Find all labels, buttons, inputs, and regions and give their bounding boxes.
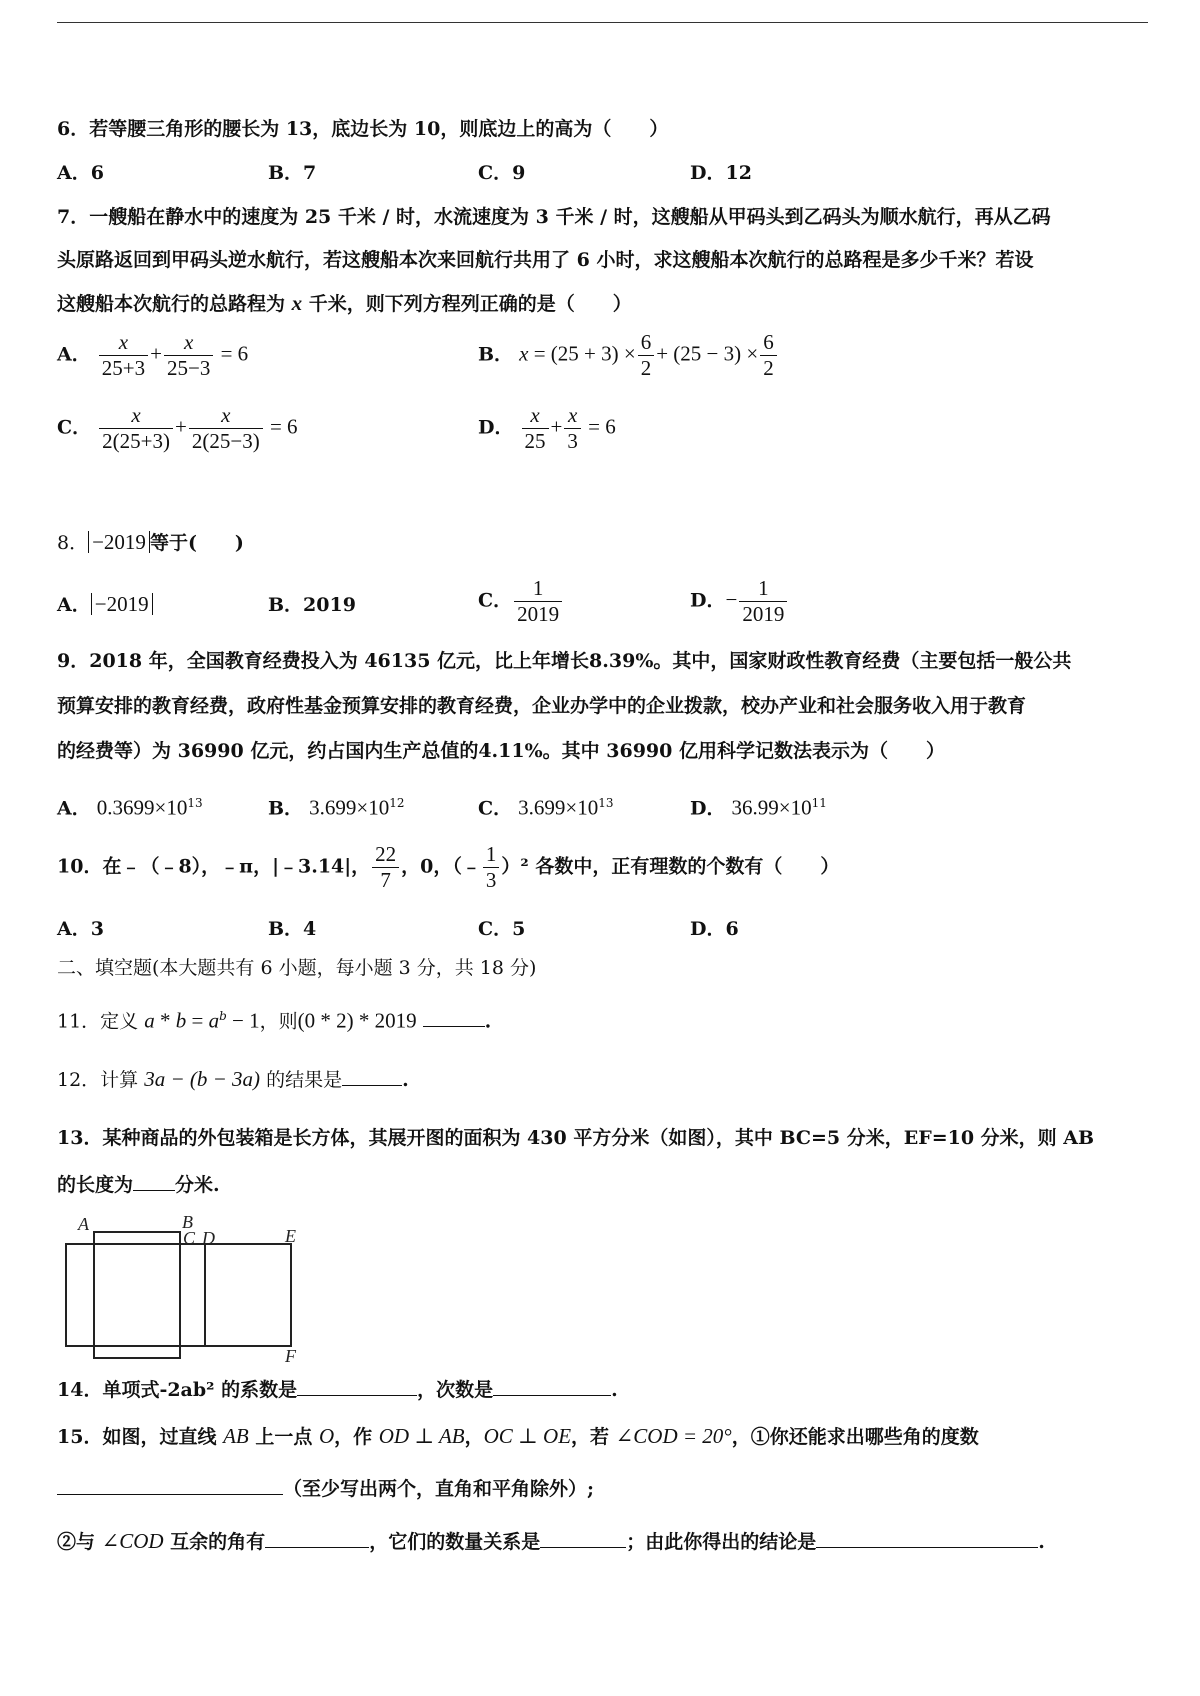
q9-line-1: 9．2018 年，全国教育经费投入为 46135 亿元，比上年增长8.39%。其中，国家财政性教育经费（主要包括一般公共	[57, 650, 1072, 672]
q11-stem: 11．定义 $a * b = a^b - 1$，则(0 * 2) * 2019 .	[57, 1008, 492, 1033]
header-rule	[57, 22, 1148, 23]
q6-option-b: B．7	[268, 162, 317, 184]
fig-label-c: C	[183, 1228, 196, 1248]
q8-option-d: D．− $\frac{1}{2019}$	[690, 576, 789, 627]
q10-stem: 10．在﹣（﹣8），﹣π，|﹣3.14|， $\frac{22}{7}$ ，0，（﹣ $\frac{1}{3}$ ）² 各数中，正有理数的个数有（ ）	[57, 842, 840, 892]
q15-conclusion-blank[interactable]	[816, 1527, 1038, 1548]
net-face-top-bottom	[94, 1232, 180, 1358]
q15-complement-blank[interactable]	[265, 1527, 369, 1548]
q7-option-d: D． $\frac{x}{25}$ + $\frac{x}{3}$ = 6	[478, 403, 616, 453]
q10-option-d: D．6	[690, 918, 739, 940]
q15-line-2: （至少写出两个，直角和平角除外）;	[57, 1474, 594, 1502]
q8-option-b: B．2019	[268, 594, 356, 616]
q14-coefficient-blank[interactable]	[297, 1375, 417, 1396]
q11-answer-blank[interactable]	[423, 1006, 485, 1027]
fig-label-b: B	[182, 1212, 193, 1232]
fig-label-f: F	[285, 1346, 296, 1362]
q10-option-c: C．5	[478, 918, 526, 940]
q15-line-1: 15．如图，过直线 AB 上一点 O，作 OD ⊥ AB，OC ⊥ OE，若 ∠COD = 20°，①你还能求出哪些角的度数	[57, 1424, 979, 1448]
q8-option-c: C． $\frac{1}{2019}$	[478, 576, 564, 627]
q12-stem: 12．计算 3a − (b − 3a) 的结果是 .	[57, 1067, 409, 1091]
q6-option-a: A．6	[57, 162, 104, 184]
q9-option-b: B． $3.699\times 10^{12}$	[268, 795, 405, 820]
section-2-heading: 二、填空题(本大题共有 6 小题，每小题 3 分，共 18 分)	[57, 957, 537, 979]
q7-option-a: A． $\frac{x}{25+3}$ + $\frac{x}{25-3}$ = 6	[57, 330, 249, 380]
q10-option-a: A．3	[57, 918, 104, 940]
q7-line-2: 头原路返回到甲码头逆水航行，若这艘船本次来回航行共用了 6 小时，求这艘船本次航行的总路程是多少千米？若设	[57, 249, 1034, 271]
q9-line-3: 的经费等）为 36990 亿元，约占国内生产总值的4.11%。其中 36990 亿用科学记数法表示为（ ）	[57, 740, 945, 762]
fig-label-e: E	[285, 1226, 296, 1246]
q14-stem: 14．单项式-2ab² 的系数是 ，次数是 .	[57, 1375, 618, 1403]
q8-option-a: A． −2019	[57, 592, 153, 618]
q7-line-1: 7．一艘船在静水中的速度为 25 千米 / 时，水流速度为 3 千米 / 时，这艘船从甲码头到乙码头为顺水航行，再从乙码	[57, 206, 1051, 228]
q15-angles-blank[interactable]	[57, 1474, 283, 1495]
q8-stem: 8． −2019 等于( )	[57, 530, 244, 554]
q6-option-d: D．12	[690, 162, 752, 184]
q10-option-b: B．4	[268, 918, 317, 940]
q9-line-2: 预算安排的教育经费，政府性基金预算安排的教育经费，企业办学中的企业拨款，校办产业和社会服务收入用于教育	[57, 695, 1027, 717]
q15-relation-blank[interactable]	[540, 1527, 626, 1548]
q12-answer-blank[interactable]	[342, 1065, 402, 1086]
q7-option-b: B． x = (25 + 3) × $\frac{6}{2}$ + (25 − 3) × $\frac{6}{2}$	[478, 330, 779, 381]
net-face-strip	[66, 1244, 291, 1346]
box-net-figure	[60, 1212, 310, 1362]
q13-line-1: 13．某种商品的外包装箱是长方体，其展开图的面积为 430 平方分米（如图），其中 BC=5 分米，EF=10 分米，则 AB	[57, 1127, 1095, 1149]
q7-option-c: C． $\frac{x}{2(25+3)}$ + $\frac{x}{2(25-3)}$ = 6	[57, 403, 298, 453]
q7-line-3: 这艘船本次航行的总路程为 x 千米，则下列方程列正确的是（ ）	[57, 291, 632, 315]
q9-option-c: C． $3.699\times 10^{13}$	[478, 795, 614, 820]
q14-degree-blank[interactable]	[493, 1375, 611, 1396]
q15-line-3: ②与 ∠COD 互余的角有 ，它们的数量关系是 ；由此你得出的结论是 .	[57, 1529, 1045, 1553]
q6-stem: 6．若等腰三角形的腰长为 13，底边长为 10，则底边上的高为（ ）	[57, 118, 669, 140]
q13-line-2: 的长度为 分米.	[57, 1170, 220, 1198]
q6-option-c: C．9	[478, 162, 526, 184]
q9-option-d: D． $36.99\times 10^{11}$	[690, 795, 827, 820]
q13-answer-blank[interactable]	[133, 1170, 175, 1191]
fig-label-a: A	[78, 1214, 89, 1234]
fig-label-d: D	[202, 1228, 215, 1248]
q9-option-a: A． $0.3699\times 10^{13}$	[57, 795, 203, 820]
